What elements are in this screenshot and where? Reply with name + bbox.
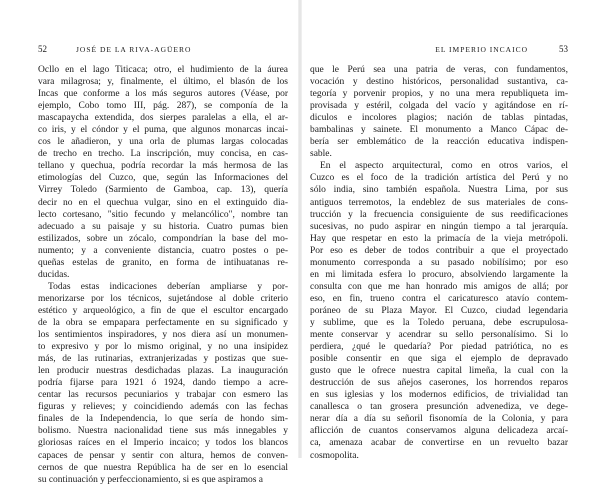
text-line: su continuación y perfeccionamiento, si es que aspiramos a xyxy=(38,474,264,485)
running-head: JOSÉ DE LA RIVA-AGÜERO xyxy=(76,45,192,54)
text-line: bolismo. Nuestra nacionalidad tiene sus más innegables y xyxy=(38,426,288,437)
text-line: ducidas. xyxy=(38,269,70,280)
text-line: ca, amenaza acabar de convertirse en un revuelto bazar xyxy=(310,438,568,449)
left-page xyxy=(0,0,300,485)
text-line: cernos de que nuestra República ha de ser en lo esencial xyxy=(38,462,288,473)
text-line: más, de las rutinarias, extranjerizadas y postizas que sue- xyxy=(38,354,288,365)
text-line: En el aspecto arquitectural, como en otros varios, el xyxy=(320,161,568,172)
text-line: estético y arqueológico, a fin de que el escultor encargado xyxy=(38,305,288,316)
text-line: lecto cortesano, "sitio fecundo y melancólico", nombre tan xyxy=(38,209,288,220)
left-page-header xyxy=(38,44,290,56)
text-line: len producir nuestras desdichadas plazas. La inauguración xyxy=(38,366,288,377)
text-line: de la obra se empapara perfectamente en su significado y xyxy=(38,317,288,328)
text-line: nerar día a día su señoril fisonomía de la Colonia, y para xyxy=(310,414,568,425)
text-line: sable. xyxy=(310,149,332,160)
text-line: cosmopolita. xyxy=(310,450,359,461)
text-line: vara milagrosa; y, finalmente, el último, el blasón de los xyxy=(38,77,288,88)
text-line: destrucción de sus añejos caserones, los horrendos reparos xyxy=(310,378,568,389)
text-line: tellano y quechua, podría recordar la más hermosa de las xyxy=(38,161,288,172)
text-line: mascapaycha extendida, dos sierpes paralelas a ella, el ar- xyxy=(38,113,288,124)
left-page-body xyxy=(38,64,288,486)
text-line: en sus iglesias y los modernos edificios, de trivialidad tan xyxy=(310,390,568,401)
text-line: mente conservar y acendrar su sello personalísimo. Si lo xyxy=(310,330,568,341)
text-line: sucesivas, no pudo aspirar en ningún tiempo a tal jerarquía. xyxy=(310,221,568,232)
text-line: monumento corresponda a su pasado nobilísimo; por eso xyxy=(310,257,568,268)
text-line: queñas estelas de granito, en forma de intihuatanas re- xyxy=(38,257,288,268)
text-line: centar las recursos pecuniarios y trabajar con esmero las xyxy=(38,390,288,401)
text-line: diculos e incolores plagios; nación de tablas pintadas, xyxy=(310,113,568,124)
text-line: vocación y destino históricos, personalidad sustantiva, ca- xyxy=(310,77,568,88)
text-line: Ocllo en el lago Titicaca; otro, el hudimiento de la áurea xyxy=(38,65,288,75)
running-head: EL IMPERIO INCAICO xyxy=(435,45,528,54)
text-line: capaces de pensar y sentir con altura, hemos de conven- xyxy=(38,450,288,461)
text-line: de trecho en trecho. La inscripción, muy concisa, en cas- xyxy=(38,149,288,160)
text-line: gusto que le ofrece nuestra capital limeña, la cual con la xyxy=(310,366,568,377)
text-line: gloriosas raíces en el Imperio incaico; y todos los blancos xyxy=(38,438,288,449)
text-line: adecuado a su paisaje y su historia. Cuatro pumas bien xyxy=(38,221,288,232)
text-line: cos le añadieron, y una orla de plumas largas colocadas xyxy=(38,137,288,148)
text-line: canallesca o tan grosera presunción advenediza, ve dege- xyxy=(310,402,568,413)
text-line: co iris, y el cóndor y el puma, que algunos monarcas incai- xyxy=(38,125,288,136)
text-line: podría fijarse para 1921 ó 1924, dando tiempo a acre- xyxy=(38,378,288,389)
text-line: y sublime, que es la Toledo peruana, debe escrupulosa- xyxy=(310,317,568,328)
text-line: provisada y estéril, colgada del vacío y agitándose en rí- xyxy=(310,101,568,112)
text-line: to expresivo y por lo mismo original, y no una insipidez xyxy=(38,342,288,353)
text-line: Cuzco es el foco de la tradición artística del Perú y no xyxy=(310,173,568,184)
text-line: aflicción de cuantos conservamos alguna delicadeza arcaí- xyxy=(310,426,568,437)
text-line: bambalinas y sainete. El monumento a Manco Cápac de- xyxy=(310,125,568,136)
text-line: posible consentir en que siga el ejemplo de depravado xyxy=(310,354,568,365)
text-line: trucción y la frecuencia consiguiente de sus reedificaciones xyxy=(310,209,568,220)
text-line: perdiera, ¿qué le quedaría? Por piedad patriótica, no es xyxy=(310,342,568,353)
text-line: antiguos terremotos, la endeblez de sus materiales de cons- xyxy=(310,197,568,208)
text-line: consulta con que me han honrado mis amigos de allá; por xyxy=(310,281,568,292)
text-line: Hay que respetar en esto la primacía de la vieja metrópoli. xyxy=(310,233,568,244)
text-line: figuras y relieves; y coincidiendo además con las fechas xyxy=(38,402,288,413)
page-number: 53 xyxy=(559,44,568,54)
text-line: eso, en fin, trueno contra el caricaturesco atavío contem- xyxy=(310,293,568,304)
text-line: ejemplo, Cobo tomo III, pág. 287), se componía de la xyxy=(38,101,288,112)
text-line: los sentimientos inspiradores, y nos diera así un monumen- xyxy=(38,330,288,341)
text-line: bería ser emblemático de la reacción educativa indispen- xyxy=(310,137,568,148)
text-line: poráneo de su Plaza Mayor. El Cuzco, ciudad legendaria xyxy=(310,305,568,316)
text-line: Por eso es deber de todos contribuir a que el proyectado xyxy=(310,245,568,256)
page-number: 52 xyxy=(38,44,47,54)
text-line: estilizados, sobre un zócalo, compondrían la base del mo- xyxy=(38,233,288,244)
text-line: etimologías del Cuzco, que, según las Informaciones del xyxy=(38,173,288,184)
text-line: que le Perú sea una patria de veras, con fundamentos, xyxy=(310,65,568,75)
text-line: Todas estas indicaciones deberían ampliarse y por- xyxy=(48,281,288,292)
text-line: menorizarse por los técnicos, sujetándose al doble criterio xyxy=(38,293,288,304)
right-page-header xyxy=(310,44,568,56)
text-line: en mi limitada esfera lo procuro, absolviendo largamente la xyxy=(310,269,568,280)
text-line: finales de la Independencia, lo que sería de hondo sim- xyxy=(38,414,288,425)
text-line: sólo india, sino también española. Nuestra Lima, por sus xyxy=(310,185,568,196)
text-line: tegoría y porvenir propios, y no una mera republiqueta im- xyxy=(310,89,568,100)
text-line: numento; y a conveniente distancia, cuatro postes o pe- xyxy=(38,245,288,256)
text-line: Incas que conforme a los más seguros autores (Véase, por xyxy=(38,89,288,100)
text-line: Virrey Toledo (Sarmiento de Gamboa, cap. 13), quería xyxy=(38,185,288,196)
text-line: decir no en el quechua vulgar, sino en el extinguido dia- xyxy=(38,197,288,208)
right-page-body xyxy=(310,64,568,462)
right-page xyxy=(300,0,600,461)
